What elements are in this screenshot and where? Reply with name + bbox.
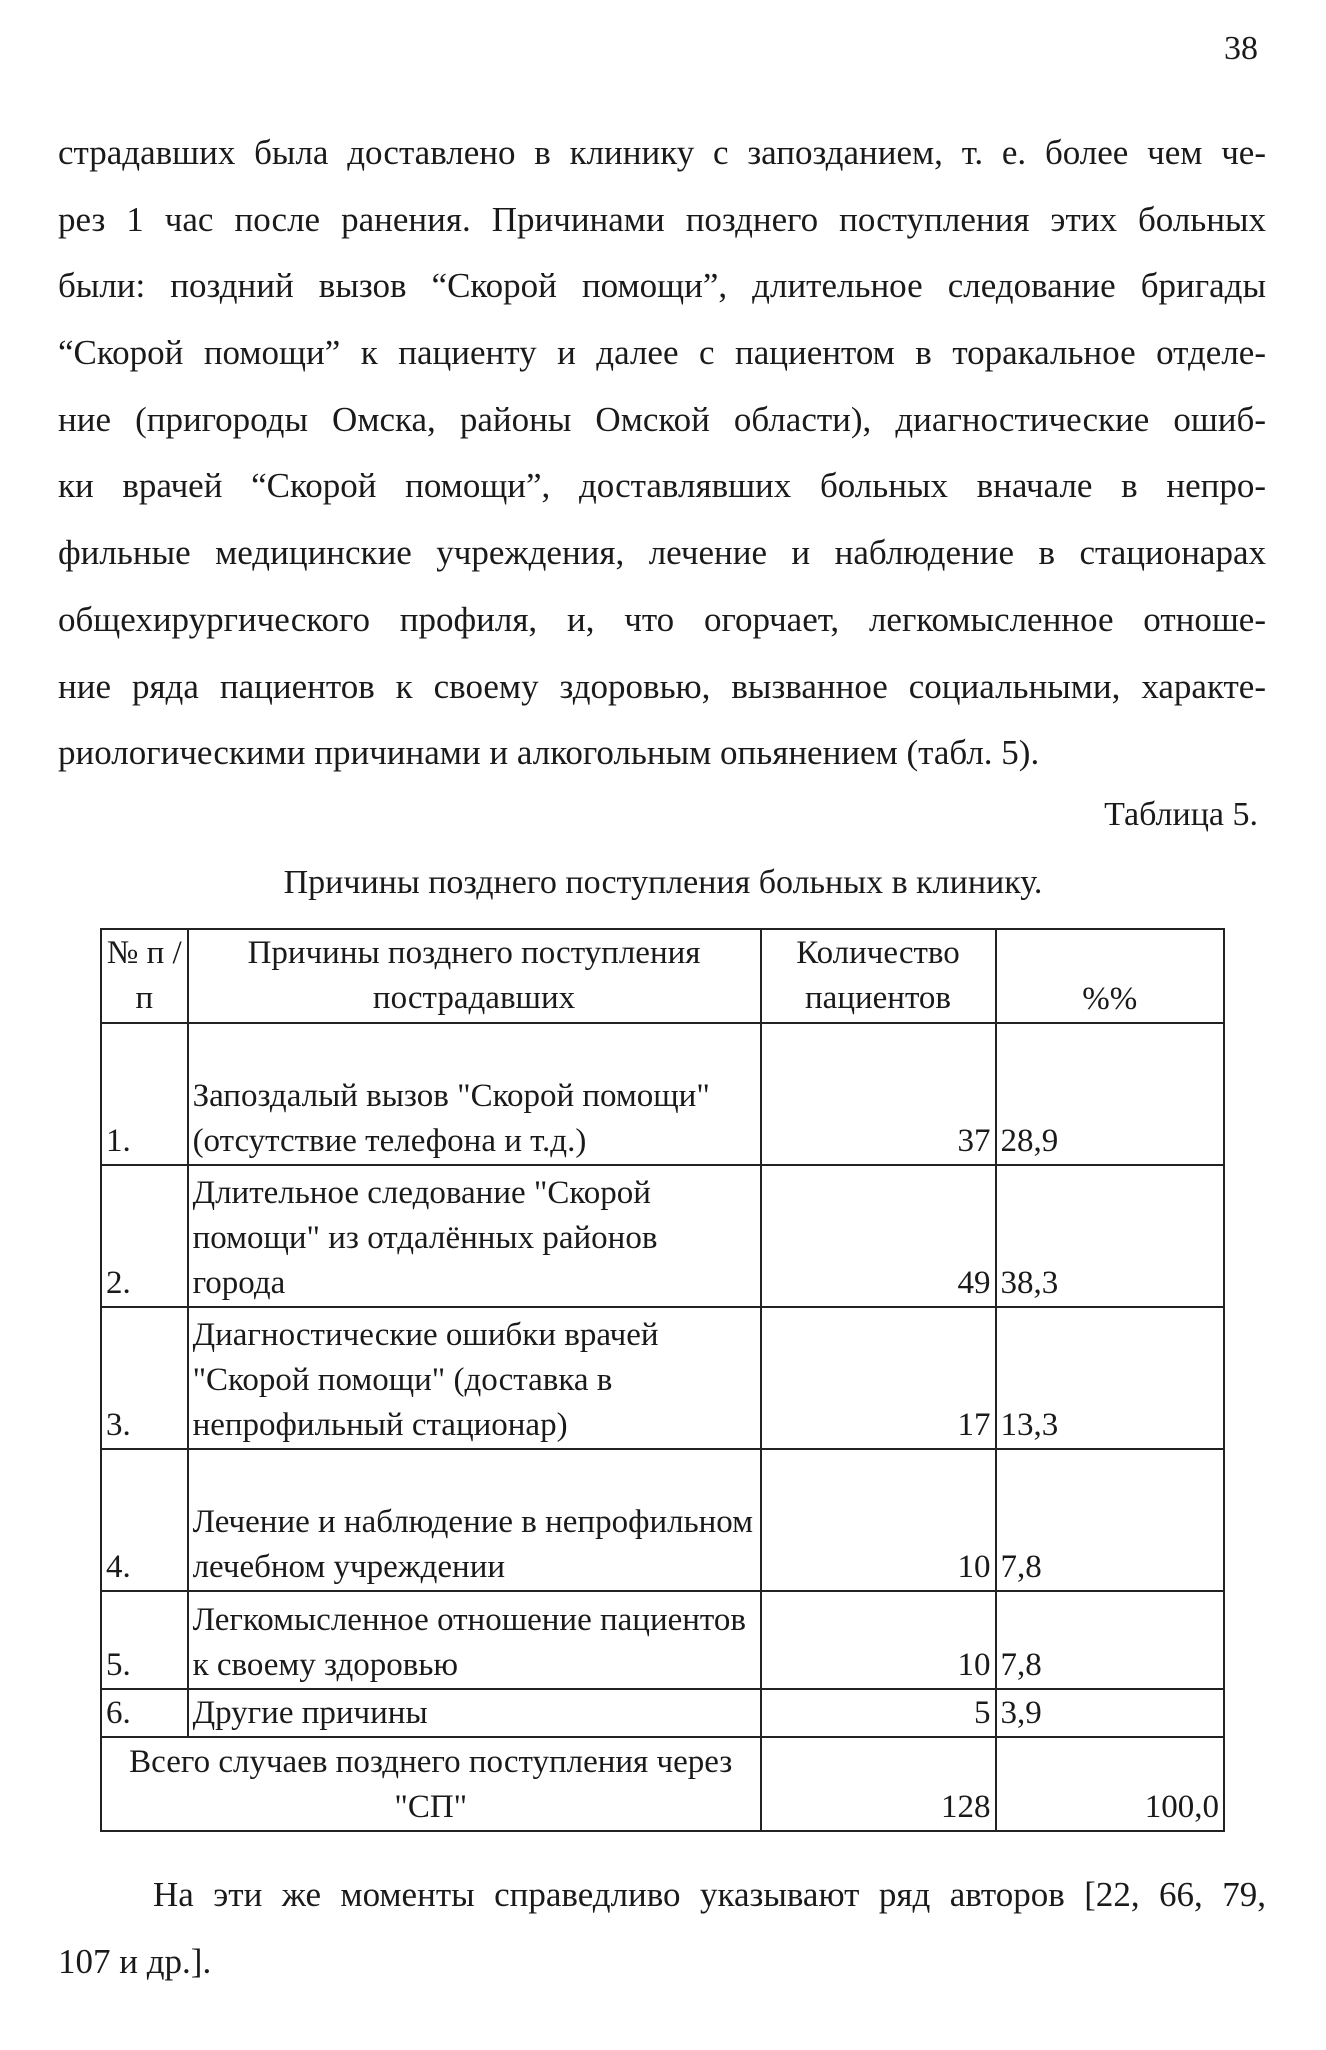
row-count: 49	[761, 1165, 996, 1307]
table-row	[101, 1165, 1224, 1307]
paragraph-line: 107 и др.].	[58, 1941, 212, 1981]
row-count: 10	[761, 1449, 996, 1591]
row-num: 3.	[101, 1307, 188, 1449]
header-num: № п /п	[101, 929, 188, 1023]
table-number: Таблица 5.	[1104, 796, 1258, 833]
paragraph-line: риологическими причинами и алкогольным опьянением (табл. 5).	[58, 733, 1040, 773]
paragraph-line: ние ряда пациентов к своему здоровью, вызванное социальными, характе-	[58, 666, 1266, 706]
row-count: 17	[761, 1307, 996, 1449]
row-reason: Диагностические ошибки врачей "Скорой помощи" (доставка в непрофильный стационар)	[188, 1307, 761, 1449]
closing-paragraph	[58, 1862, 1266, 1995]
table-caption: Причины позднего поступления больных в клинику.	[283, 864, 1043, 901]
header-count: Количество пациентов	[761, 929, 996, 1023]
row-percent: 38,3	[996, 1165, 1224, 1307]
paragraph-line: были: поздний вызов “Скорой помощи”, длительное следование бригады	[58, 266, 1266, 306]
body-paragraph	[58, 120, 1266, 787]
paragraph-line: ки врачей “Скорой помощи”, доставлявших больных вначале в непро-	[58, 466, 1266, 506]
row-count: 5	[761, 1689, 996, 1737]
paragraph-line: общехирургического профиля, и, что огорчает, легкомысленное отноше-	[58, 599, 1266, 639]
row-percent: 3,9	[996, 1689, 1224, 1737]
row-reason: Другие причины	[188, 1689, 761, 1737]
paragraph-line: рез 1 час после ранения. Причинами позднего поступления этих больных	[58, 199, 1266, 239]
table-row	[101, 1307, 1224, 1449]
row-percent: 13,3	[996, 1307, 1224, 1449]
header-reason: Причины позднего поступления пострадавших	[188, 929, 761, 1023]
header-percent: %%	[996, 929, 1224, 1023]
row-num: 4.	[101, 1449, 188, 1591]
row-num: 5.	[101, 1591, 188, 1689]
table-total-row	[101, 1737, 1224, 1831]
table-header-row	[101, 929, 1224, 1023]
paragraph-line: страдавших была доставлено в клинику с запозданием, т. е. более чем че-	[58, 133, 1266, 172]
table-row	[101, 1449, 1224, 1591]
row-reason: Легкомысленное отношение пациентов к своему здоровью	[188, 1591, 761, 1689]
paragraph-line: “Скорой помощи” к пациенту и далее с пациентом в торакальное отделе-	[58, 333, 1266, 373]
table-row	[101, 1591, 1224, 1689]
total-label: Всего случаев позднего поступления через "СП"	[101, 1737, 761, 1831]
row-percent: 7,8	[996, 1449, 1224, 1591]
page-number: 38	[1224, 30, 1258, 67]
row-reason: Лечение и наблюдение в непрофильном лечебном учреждении	[188, 1449, 761, 1591]
row-num: 2.	[101, 1165, 188, 1307]
row-percent: 7,8	[996, 1591, 1224, 1689]
row-count: 10	[761, 1591, 996, 1689]
row-reason: Длительное следование "Скорой помощи" из отдалённых районов города	[188, 1165, 761, 1307]
late-admission-table	[100, 928, 1225, 1832]
table-row	[101, 1689, 1224, 1737]
row-count: 37	[761, 1023, 996, 1165]
row-percent: 28,9	[996, 1023, 1224, 1165]
row-num: 1.	[101, 1023, 188, 1165]
paragraph-line: На эти же моменты справедливо указывают ряд авторов [22, 66, 79,	[153, 1875, 1266, 1914]
row-num: 6.	[101, 1689, 188, 1737]
paragraph-line: фильные медицинские учреждения, лечение и наблюдение в стационарах	[58, 533, 1266, 573]
paragraph-line: ние (пригороды Омска, районы Омской области), диагностические ошиб-	[58, 399, 1266, 439]
row-reason: Запоздалый вызов "Скорой помощи" (отсутствие телефона и т.д.)	[188, 1023, 761, 1165]
table-row	[101, 1023, 1224, 1165]
total-count: 128	[761, 1737, 996, 1831]
total-percent: 100,0	[996, 1737, 1224, 1831]
